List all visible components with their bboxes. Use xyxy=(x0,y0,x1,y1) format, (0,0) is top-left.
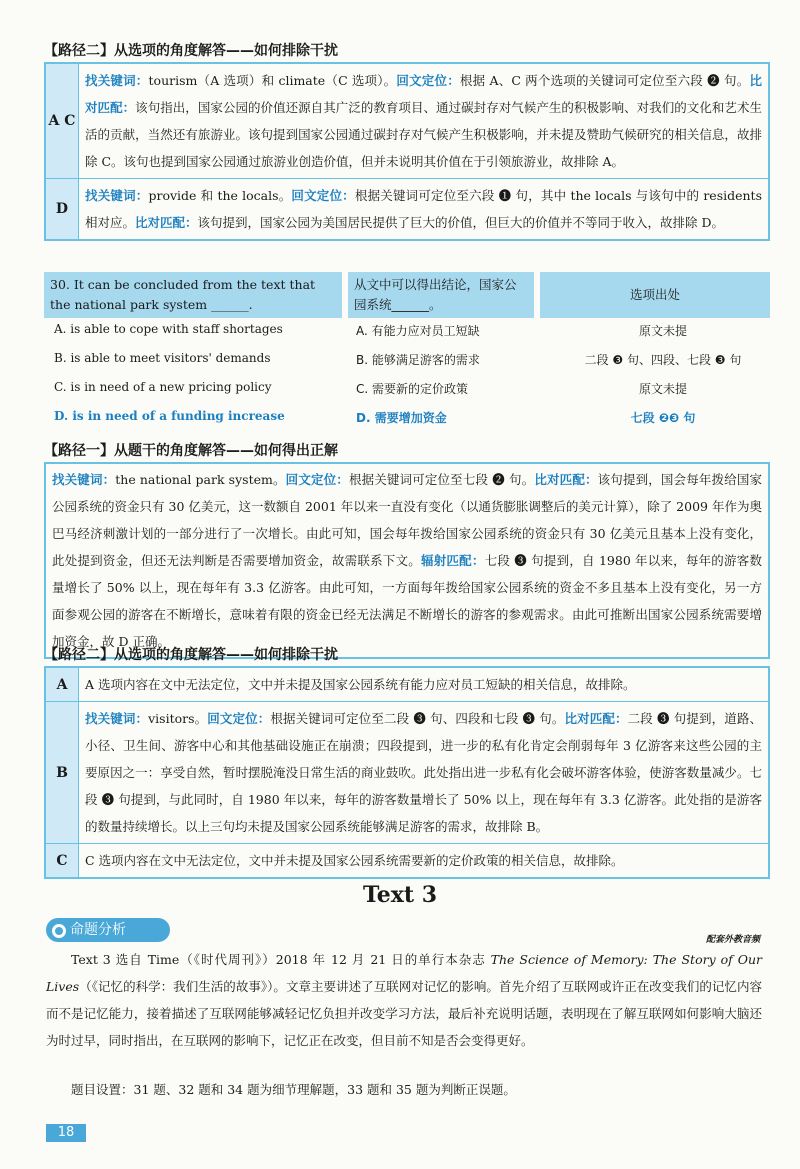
analysis-text: 该句指出，国家公园的价值还源自其广泛的教育项目、通过碳封存对气候产生的积极影响、对我们的文化和艺术生活的贡献，当然还有旅游业。该句提到国家公园通过碳封存对气候产生积极影响，并未提及赞助气候研究的相关信息，故排除 C。该句也提到国家公园通过旅游业创造价值，但并未说明其价值在于引领旅游业，故排除 A。 xyxy=(85,100,762,169)
analysis-text: the national park system。 xyxy=(115,472,286,487)
analysis-text-pre: Text 3 选自 Time（《时代周刊》）2018 年 12 月 21 日的单行本杂志 xyxy=(71,952,491,967)
table-option-analysis-2 xyxy=(44,666,770,879)
option-en: B. is able to meet visitors' demands xyxy=(54,351,271,365)
step-label: 找关键词： xyxy=(85,188,149,203)
side-note: 配套外教音频 xyxy=(705,935,760,945)
section1-heading: 【路径二】从选项的角度解答——如何排除干扰 xyxy=(44,43,338,59)
option-src: 原文未提 xyxy=(638,382,687,396)
analysis-paragraph xyxy=(46,946,762,1054)
table-row xyxy=(46,668,768,702)
analysis-text: C 选项内容在文中无法定位，文中并未提及国家公园系统需要新的定价政策的相关信息，故排除。 xyxy=(85,853,624,868)
option-en: A. is able to cope with staff shortages xyxy=(54,322,283,336)
step-label: 找关键词： xyxy=(52,472,116,487)
analysis-badge-label: 命题分析 xyxy=(70,922,126,938)
analysis-text: 该句提到，国会每年拨给国家公园系统的资金只有 30 亿美元，这一数额自 2001 年以来一直没有变化（以通货膨胀调整后的美元计算），除了 2009 年作为奥巴马经济刺激计划的一部分进行了一次增长。由此可知，国会每年拨给国家公园系统的资金只有 30 亿美元且基本上没有变化，此处提到资金，但还无法判断是否需要增加资金，故需联系下文。 xyxy=(52,472,762,568)
q30-source-header: 选项出处 xyxy=(540,272,770,318)
option-tag: A xyxy=(46,668,79,701)
analysis-text: 根据关键词可定位至二段 ❸ 句、四段和七段 ❸ 句。 xyxy=(270,711,565,726)
option-zh: C. 需要新的定价政策 xyxy=(356,382,469,396)
magnifier-icon xyxy=(52,924,66,938)
option-en: C. is in need of a new pricing policy xyxy=(54,380,272,394)
analysis-badge xyxy=(46,918,170,942)
section2-heading: 【路径一】从题干的角度解答——如何得出正解 xyxy=(44,443,338,459)
analysis-text: provide 和 the locals。 xyxy=(148,188,292,203)
table-row xyxy=(46,64,768,179)
option-zh: B. 能够满足游客的需求 xyxy=(356,353,480,367)
step-label: 回文定位： xyxy=(396,73,460,88)
analysis-text: 根据关键词可定位至七段 ❷ 句。 xyxy=(348,472,535,487)
q30-zh-stem: 从文中可以得出结论，国家公园系统______。 xyxy=(348,272,534,318)
text3-title: Text 3 xyxy=(362,882,438,908)
step-label: 比对匹配： xyxy=(135,215,198,230)
table-row xyxy=(46,702,768,844)
option-tag: A C xyxy=(46,64,79,178)
row-text xyxy=(79,702,768,843)
option-zh: D. 需要增加资金 xyxy=(356,411,447,425)
q30-en-stem: 30. It can be concluded from the text that the national park system ______. xyxy=(44,272,342,318)
table-row xyxy=(46,844,768,877)
section3-heading: 【路径二】从选项的角度解答——如何排除干扰 xyxy=(44,647,338,663)
step-label: 回文定位： xyxy=(291,188,355,203)
analysis-text: A 选项内容在文中无法定位，文中并未提及国家公园系统有能力应对员工短缺的相关信息，故排除。 xyxy=(85,677,636,692)
step-label: 辐射匹配： xyxy=(420,553,485,568)
analysis-text: tourism（A 选项）和 climate（C 选项）。 xyxy=(148,73,397,88)
analysis-text: 该句提到，国家公园为美国居民提供了巨大的价值，但巨大的价值并不等同于收入，故排除 D。 xyxy=(197,215,725,230)
page-number: 18 xyxy=(46,1124,86,1142)
question-setup: 题目设置：31 题、32 题和 34 题为细节理解题，33 题和 35 题为判断正误题。 xyxy=(71,1082,516,1097)
analysis-text-post: （《记忆的科学：我们生活的故事》）。文章主要讲述了互联网对记忆的影响。首先介绍了互联网或许正在改变我们的记忆内容而不是记忆能力，接着描述了互联网能够减轻记忆负担并改变学习方法，最后补充说明话题，表明现在了解互联网如何影响大脑还为时过早，同时指出，在互联网的影响下，记忆正在改变，但目前不知是否会变得更好。 xyxy=(46,979,762,1048)
step-label: 比对匹配： xyxy=(564,711,628,726)
option-zh: A. 有能力应对员工短缺 xyxy=(356,324,480,338)
analysis-text: 根据 A、C 两个选项的关键词可定位至六段 ❷ 句。 xyxy=(459,73,750,88)
option-src: 七段 ❷❸ 句 xyxy=(630,411,696,425)
solution-box xyxy=(44,462,770,659)
row-text xyxy=(79,668,768,701)
row-text xyxy=(79,64,768,178)
step-label: 回文定位： xyxy=(285,472,349,487)
analysis-text: 二段 ❸ 句提到，道路、小径、卫生间、游客中心和其他基础设施正在崩溃；四段提到，进一步的私有化肯定会削弱每年 3 亿游客来这些公园的主要原因之一：享受自然，暂时摆脱淹没日常生活的商业鼓吹。此处指出进一步私有化会破坏游客体验，使游客数量减少。七段 ❸ 句提到，与此同时，自 1980 年以来，每年的游客数量增长了 50% 以上，现在每年有 3.3 亿游客。此处指的是游客的数量持续增长。以上三句均未提及国家公园系统能够满足游客的需求，故排除 B。 xyxy=(85,711,762,834)
solution-text xyxy=(52,466,762,655)
step-label: 比对匹配： xyxy=(85,73,762,115)
step-label: 找关键词： xyxy=(85,711,149,726)
row-text xyxy=(79,179,768,239)
table-row xyxy=(46,179,768,239)
option-en: D. is in need of a funding increase xyxy=(54,409,285,423)
option-src: 二段 ❸ 句、四段、七段 ❸ 句 xyxy=(584,353,742,367)
step-label: 找关键词： xyxy=(85,73,149,88)
analysis-text: 七段 ❸ 句提到，自 1980 年以来，每年的游客数量增长了 50% 以上，现在每年有 3.3 亿游客。由此可知，一方面每年拨给国家公园系统的资金不多且基本上没有变化，另一方面参观公园的游客在不断增长，意味着有限的资金已经无法满足不断增长的游客的参观需求。由此可推断出国家公园系统需要增加资金，故 D 正确。 xyxy=(52,553,762,649)
option-src: 原文未提 xyxy=(638,324,687,338)
step-label: 比对匹配： xyxy=(534,472,598,487)
option-tag: D xyxy=(46,179,79,239)
book-title: The Science of Memory: The Story of Our Lives xyxy=(46,952,762,994)
option-tag: C xyxy=(46,844,79,877)
analysis-text: visitors。 xyxy=(148,711,208,726)
analysis-text: 根据关键词可定位至六段 ❶ 句，其中 the locals 与该句中的 residents 相对应。 xyxy=(85,188,762,230)
table-option-analysis-1 xyxy=(44,62,770,241)
option-tag: B xyxy=(46,702,79,843)
row-text xyxy=(79,844,768,877)
step-label: 回文定位： xyxy=(207,711,271,726)
